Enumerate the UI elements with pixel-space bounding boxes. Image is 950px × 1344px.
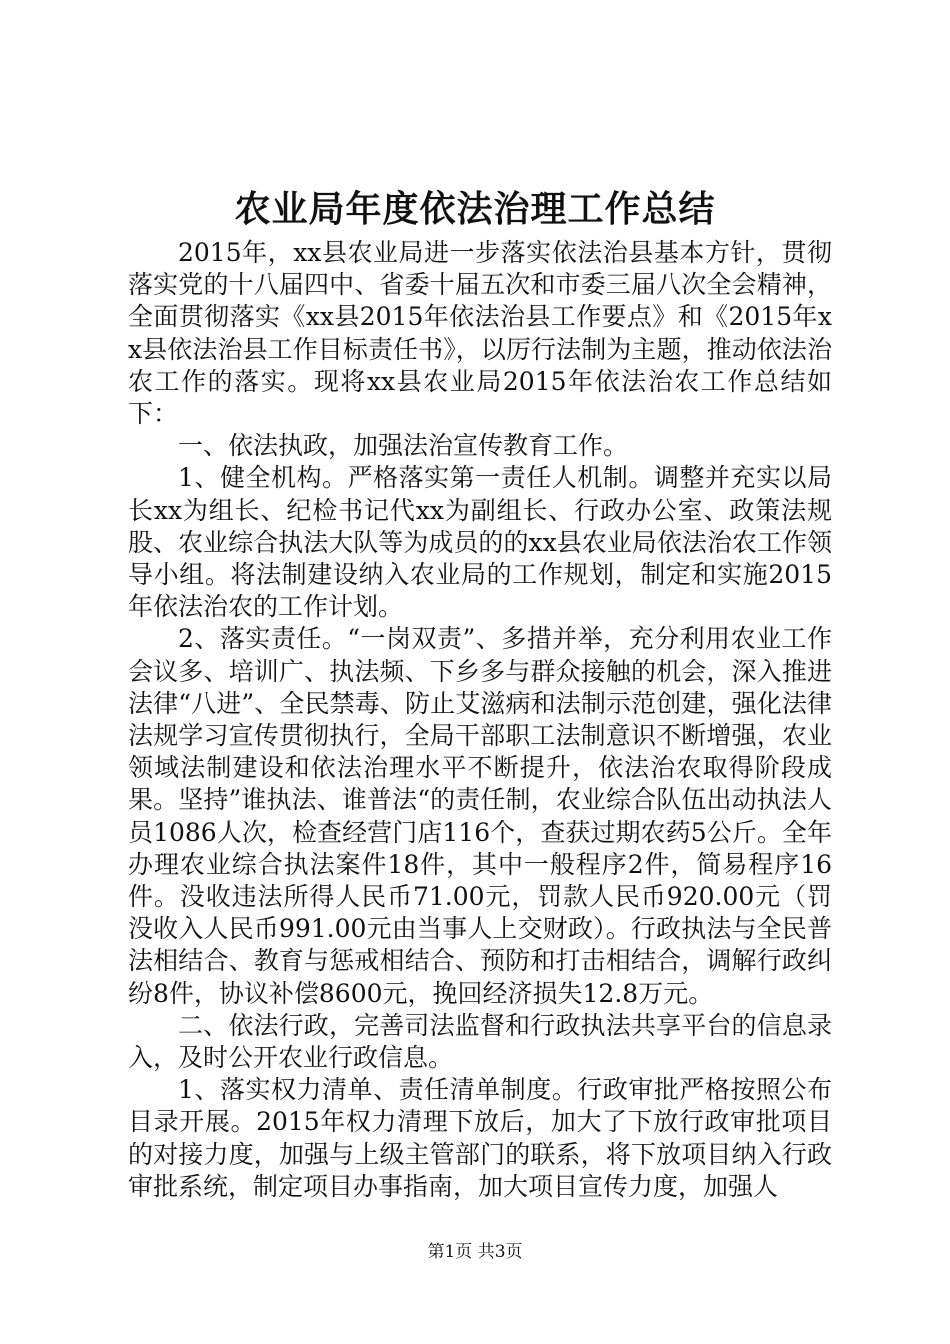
document-body [128, 237, 832, 1203]
document-title: 农业局年度依法治理工作总结 [234, 188, 716, 230]
page-footer: 第1页 共3页 [427, 1242, 523, 1262]
section-heading-1: 一、依法执政，加强法治宣传教育工作。 [178, 431, 629, 461]
paragraph-intro: 2015年，xx县农业局进一步落实依法治县基本方针，贯彻落实党的十八届四中、省委十届五次和市委三届八次全会精神，全面贯彻落实《xx县2015年依法治县工作要点》和《2015年xx县依法治县工作目标责任书》，以厉行法制为主题，推动依法治农工作的落实。现将xx县农业局2015年依法治农工作总结如下： [128, 238, 832, 429]
paragraph-1-1: 1、健全机构。严格落实第一责任人机制。调整并充实以局长xx为组长、纪检书记代xx为副组长、行政办公室、政策法规股、农业综合执法大队等为成员的的xx县农业局依法治农工作领导小组。将法制建设纳入农业局的工作规划，制定和实施2015年依法治农的工作计划。 [128, 463, 832, 622]
paragraph-1-2: 2、落实责任。“一岗双责”、多措并举，充分利用农业工作会议多、培训广、执法频、下乡多与群众接触的机会，深入推进法律“八进”、全民禁毒、防止艾滋病和法制示范创建，强化法律法规学习宣传贯彻执行，全局干部职工法制意识不断增强，农业领域法制建设和依法治理水平不断提升，依法治农取得阶段成果。坚持”谁执法、谁普法“的责任制，农业综合队伍出动执法人员1086人次，检查经营门店116个，查获过期农药5公斤。全年办理农业综合执法案件18件，其中一般程序2件，简易程序16件。没收违法所得人民币71.00元，罚款人民币920.00元（罚没收入人民币991.00元由当事人上交财政）。行政执法与全民普法相结合、教育与惩戒相结合、预防和打击相结合，调解行政纠纷8件，协议补偿8600元，挽回经济损失12.8万元。 [128, 624, 832, 1008]
paragraph-2-1: 1、落实权力清单、责任清单制度。行政审批严格按照公布目录开展。2015年权力清理下放后，加大了下放行政审批项目的对接力度，加强与上级主管部门的联系，将下放项目纳入行政审批系统，制定项目办事指南，加大项目宣传力度，加强人 [128, 1075, 832, 1201]
section-heading-2: 二、依法行政，完善司法监督和行政执法共享平台的信息录入，及时公开农业行政信息。 [128, 1010, 832, 1073]
